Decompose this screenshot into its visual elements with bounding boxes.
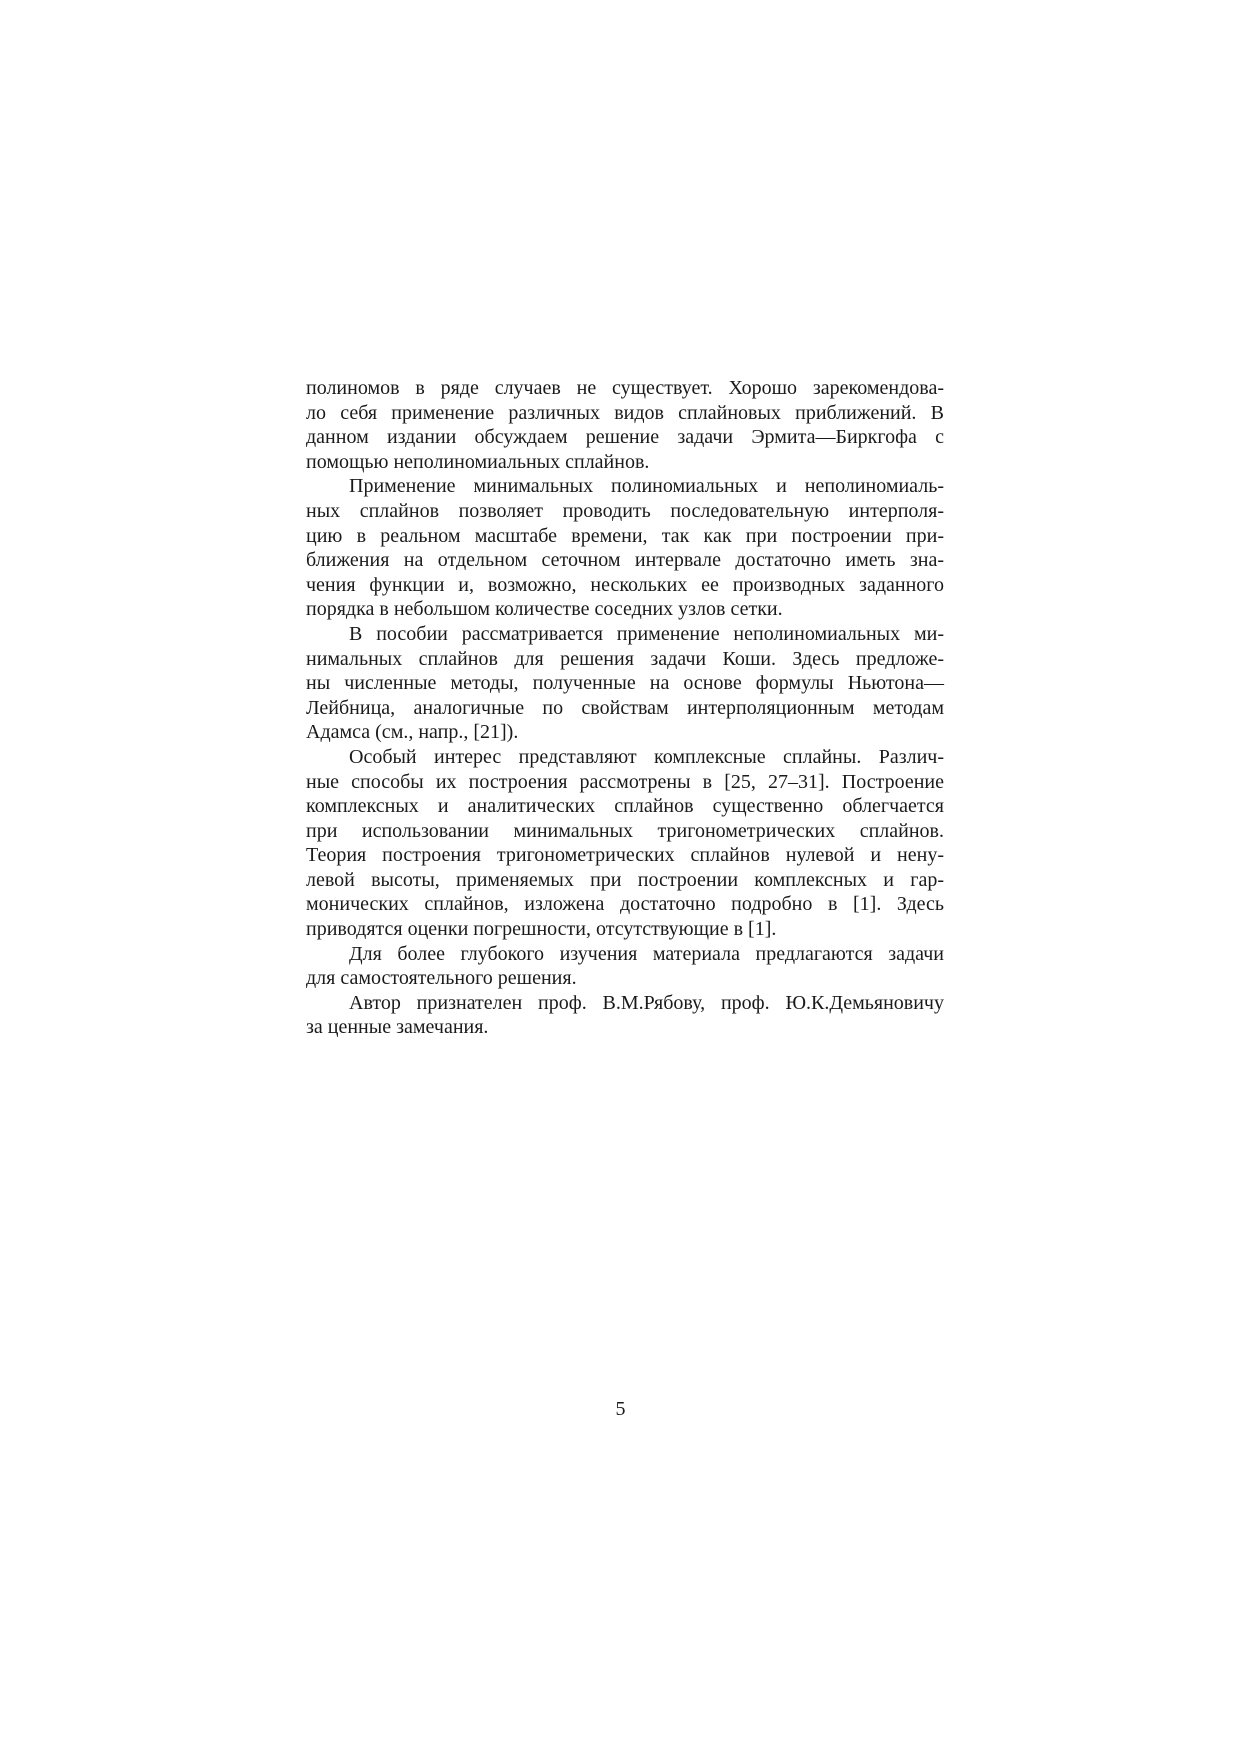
text-line: комплексных и аналитических сплайнов существенно облегчается <box>306 795 944 818</box>
text-line: Адамса (см., напр., [21]). <box>306 721 519 744</box>
text-line: для самостоятельного решения. <box>306 967 577 990</box>
text-line: чения функции и, возможно, нескольких ее производных заданного <box>306 573 944 596</box>
text-line: Лейбница, аналогичные по свойствам интерполяционным методам <box>306 696 944 719</box>
text-line: данном издании обсуждаем решение задачи Эрмита—Биркгофа с <box>306 426 944 449</box>
text-line: полиномов в ряде случаев не существует. Хорошо зарекомендова- <box>306 377 944 399</box>
text-line: Теория построения тригонометрических сплайнов нулевой и нену- <box>306 844 944 867</box>
text-line: помощью неполиномиальных сплайнов. <box>306 450 650 473</box>
text-line: Для более глубокого изучения материала предлагаются задачи <box>349 942 944 965</box>
body-text <box>306 376 944 1040</box>
paragraph-6 <box>306 991 944 1040</box>
text-line: Применение минимальных полиномиальных и неполиномиаль- <box>349 475 944 498</box>
paragraph-1 <box>306 376 944 474</box>
text-line: порядка в небольшом количестве соседних узлов сетки. <box>306 598 783 621</box>
paragraph-3 <box>306 622 944 745</box>
text-line: приводятся оценки погрешности, отсутствующие в [1]. <box>306 918 777 941</box>
text-line: ные способы их построения рассмотрены в [25, 27–31]. Построение <box>306 770 944 793</box>
page-number: 5 <box>615 1398 626 1420</box>
text-line: Особый интерес представляют комплексные сплайны. Различ- <box>349 745 944 768</box>
text-line: ло себя применение различных видов сплайновых приближений. В <box>306 401 944 424</box>
paragraph-4 <box>306 745 944 942</box>
paragraph-2 <box>306 474 944 622</box>
text-line: левой высоты, применяемых при построении комплексных и гар- <box>306 868 944 891</box>
text-line: ны численные методы, полученные на основе формулы Ньютона— <box>306 672 944 695</box>
text-line: за ценные замечания. <box>306 1016 489 1039</box>
text-line: при использовании минимальных тригонометрических сплайнов. <box>306 819 944 842</box>
text-line: ближения на отдельном сеточном интервале достаточно иметь зна- <box>306 549 944 572</box>
text-line: ных сплайнов позволяет проводить последовательную интерполя- <box>306 499 944 522</box>
text-line: монических сплайнов, изложена достаточно подробно в [1]. Здесь <box>306 893 944 916</box>
paragraph-5 <box>306 942 944 991</box>
text-line: В пособии рассматривается применение неполиномиальных ми- <box>349 622 944 645</box>
text-line: нимальных сплайнов для решения задачи Коши. Здесь предложе- <box>306 647 944 670</box>
text-line: Автор признателен проф. В.М.Рябову, проф. Ю.К.Демьяновичу <box>349 991 944 1014</box>
text-line: цию в реальном масштабе времени, так как при построении при- <box>306 524 944 547</box>
